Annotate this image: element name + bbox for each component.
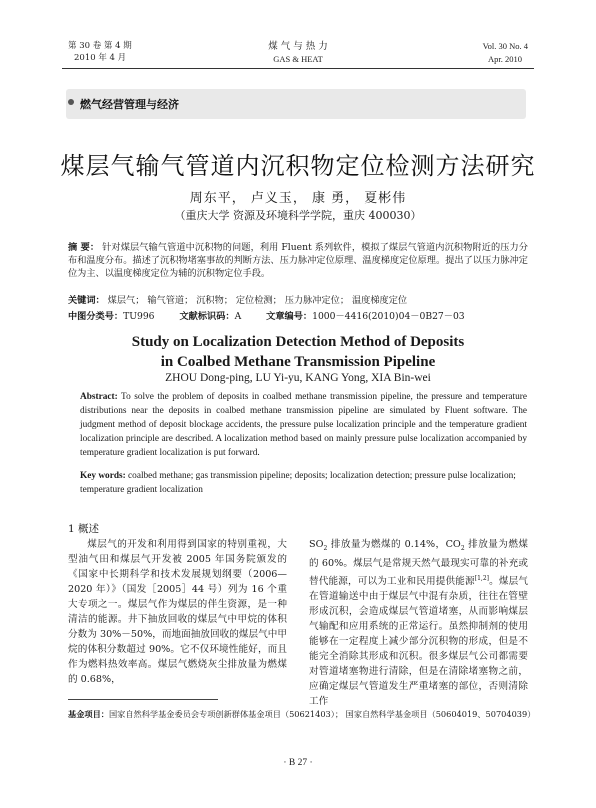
keywords-cn-text: 煤层气； 输气管道； 沉积物； 定位检测； 压力脉冲定位； 温度梯度定位 xyxy=(107,295,408,306)
abstract-cn-label: 摘 要： xyxy=(68,242,100,253)
keywords-cn xyxy=(68,292,528,306)
bullet-icon xyxy=(68,99,74,105)
body-column-left xyxy=(68,537,287,687)
doc-code-label: 文献标识码： xyxy=(179,311,235,322)
abstract-en xyxy=(80,390,527,460)
journal-title-cn: 煤 气 与 热 力 xyxy=(268,41,328,52)
keywords-en-text: coalbed methane; gas transmission pipeline; deposits; localization detection; pressure pulse localization; temperature gradient localization xyxy=(80,471,516,495)
article-title-en-line-2: in Coalbed Methane Transmission Pipeline xyxy=(160,354,436,370)
footnote-rule xyxy=(68,699,218,700)
affiliation-cn: （重庆大学 资源及环境科学学院，重庆 400030） xyxy=(174,209,422,222)
subscript: 2 xyxy=(323,544,328,552)
footnote-text: 国家自然科学基金委员会专项创新群体基金项目（50621403）； 国家自然科学基金项目（50604019、50704039） xyxy=(108,709,536,719)
text-run: SO xyxy=(309,539,324,550)
body-paragraph: 煤层气的开发和利用得到国家的特别重视，大型油气田和煤层气开发被 2005 年国务院颁发的《国家中长期科学和技术发展规划纲要（2006—2020 年）》（国发［2005］44 号）列为 16 个重大专项之一。煤层气作为煤层的伴生资源，是一种清洁的能源。井下抽放回收的煤层气中甲烷的体积分数为 30%－50%，而地面抽放回收的煤层气中甲烷的体积分数超过 90%。它不仅环境性能好，而且作为燃料热效率高。煤层气燃烧灰尘排放量为燃煤的 0.68%， xyxy=(68,539,287,685)
abstract-cn xyxy=(68,241,528,280)
funding-footnote xyxy=(68,708,538,720)
clc-label: 中图分类号： xyxy=(68,311,124,322)
body-column-right xyxy=(309,537,528,709)
citation-ref: [1,2] xyxy=(474,574,489,582)
date-cn: 2010 年 4 月 xyxy=(74,53,127,63)
classification-line xyxy=(68,308,548,322)
date-en: Apr. 2010 xyxy=(488,54,522,64)
page-number: · B 27 · xyxy=(283,758,313,768)
text-run: 排放量为燃煤的 0.14%，CO xyxy=(327,539,461,550)
doc-code-value: A xyxy=(234,311,242,322)
abstract-en-label: Abstract: xyxy=(80,392,118,402)
clc-value: TU996 xyxy=(123,311,155,322)
journal-title-en: GAS & HEAT xyxy=(273,54,323,64)
article-number-label: 文章编号： xyxy=(266,311,313,322)
header-rule xyxy=(62,68,534,69)
article-title-en xyxy=(0,332,596,372)
keywords-en-label: Key words: xyxy=(80,471,126,481)
subscript: 2 xyxy=(460,544,465,552)
body-paragraph xyxy=(309,537,528,709)
authors-en: ZHOU Dong-ping, LU Yi-yu, KANG Yong, XIA Bin-wei xyxy=(165,372,431,384)
section-heading: 1 概述 xyxy=(68,523,100,535)
footnote-label: 基金项目： xyxy=(68,709,109,719)
article-number-value: 1000－4416(2010)04－0B27－03 xyxy=(312,311,465,322)
abstract-cn-text: 针对煤层气输气管道中沉积物的问题，利用 Fluent 系列软件，模拟了煤层气管道内沉积物附近的压力分布和温度分布。描述了沉积物堵塞事故的判断方法、压力脉冲定位原理、温度梯度定位原理。提出了以压力脉冲定位为主、以温度梯度定位为辅的沉积物定位手段。 xyxy=(68,242,528,279)
authors-cn: 周东平， 卢义玉， 康 勇， 夏彬伟 xyxy=(189,191,407,206)
article-title-en-line-1: Study on Localization Detection Method of Deposits xyxy=(131,334,465,350)
keywords-en xyxy=(80,469,527,497)
abstract-en-text: To solve the problem of deposits in coalbed methane transmission pipeline, the pressure and temperature distributions near the deposits in coalbed methane transmission pipeline are simulated by Fluent software. The judgment method of deposit blockage accidents, the pressure pulse localization principle and the temperature gradient localization principle are described. A localization method based on mainly pressure pulse localization accompanied by temperature gradient localization is put forward. xyxy=(80,392,528,458)
section-label: 燃气经营管理与经济 xyxy=(80,98,179,111)
keywords-cn-label: 关键词： xyxy=(68,295,105,306)
article-title-cn: 煤层气输气管道内沉积物定位检测方法研究 xyxy=(60,152,536,180)
volume-issue-cn: 第 30 卷 第 4 期 xyxy=(68,41,132,51)
text-run: 。煤层气在管道输送中由于煤层气中混有杂质，往往在管壁形成沉积，会造成煤层气管道堵塞，从而影响煤层气输配和应用系统的正常运行。虽然抑制剂的使用能够在一定程度上减少部分沉积物的形成，但是不能完全消除其形成和沉积。很多煤层气公司都需要对管道堵塞物进行清除，但是在清除堵塞物之前，应确定煤层气管道发生严重堵塞的部位，否则清除工作 xyxy=(309,576,529,708)
volume-issue-en: Vol. 30 No. 4 xyxy=(482,41,528,51)
text-run: 排放量为燃煤的 60%。煤层气是常规天然气最现实可靠的补充或替代能源，可以为工业和民用提供能源 xyxy=(309,539,528,588)
